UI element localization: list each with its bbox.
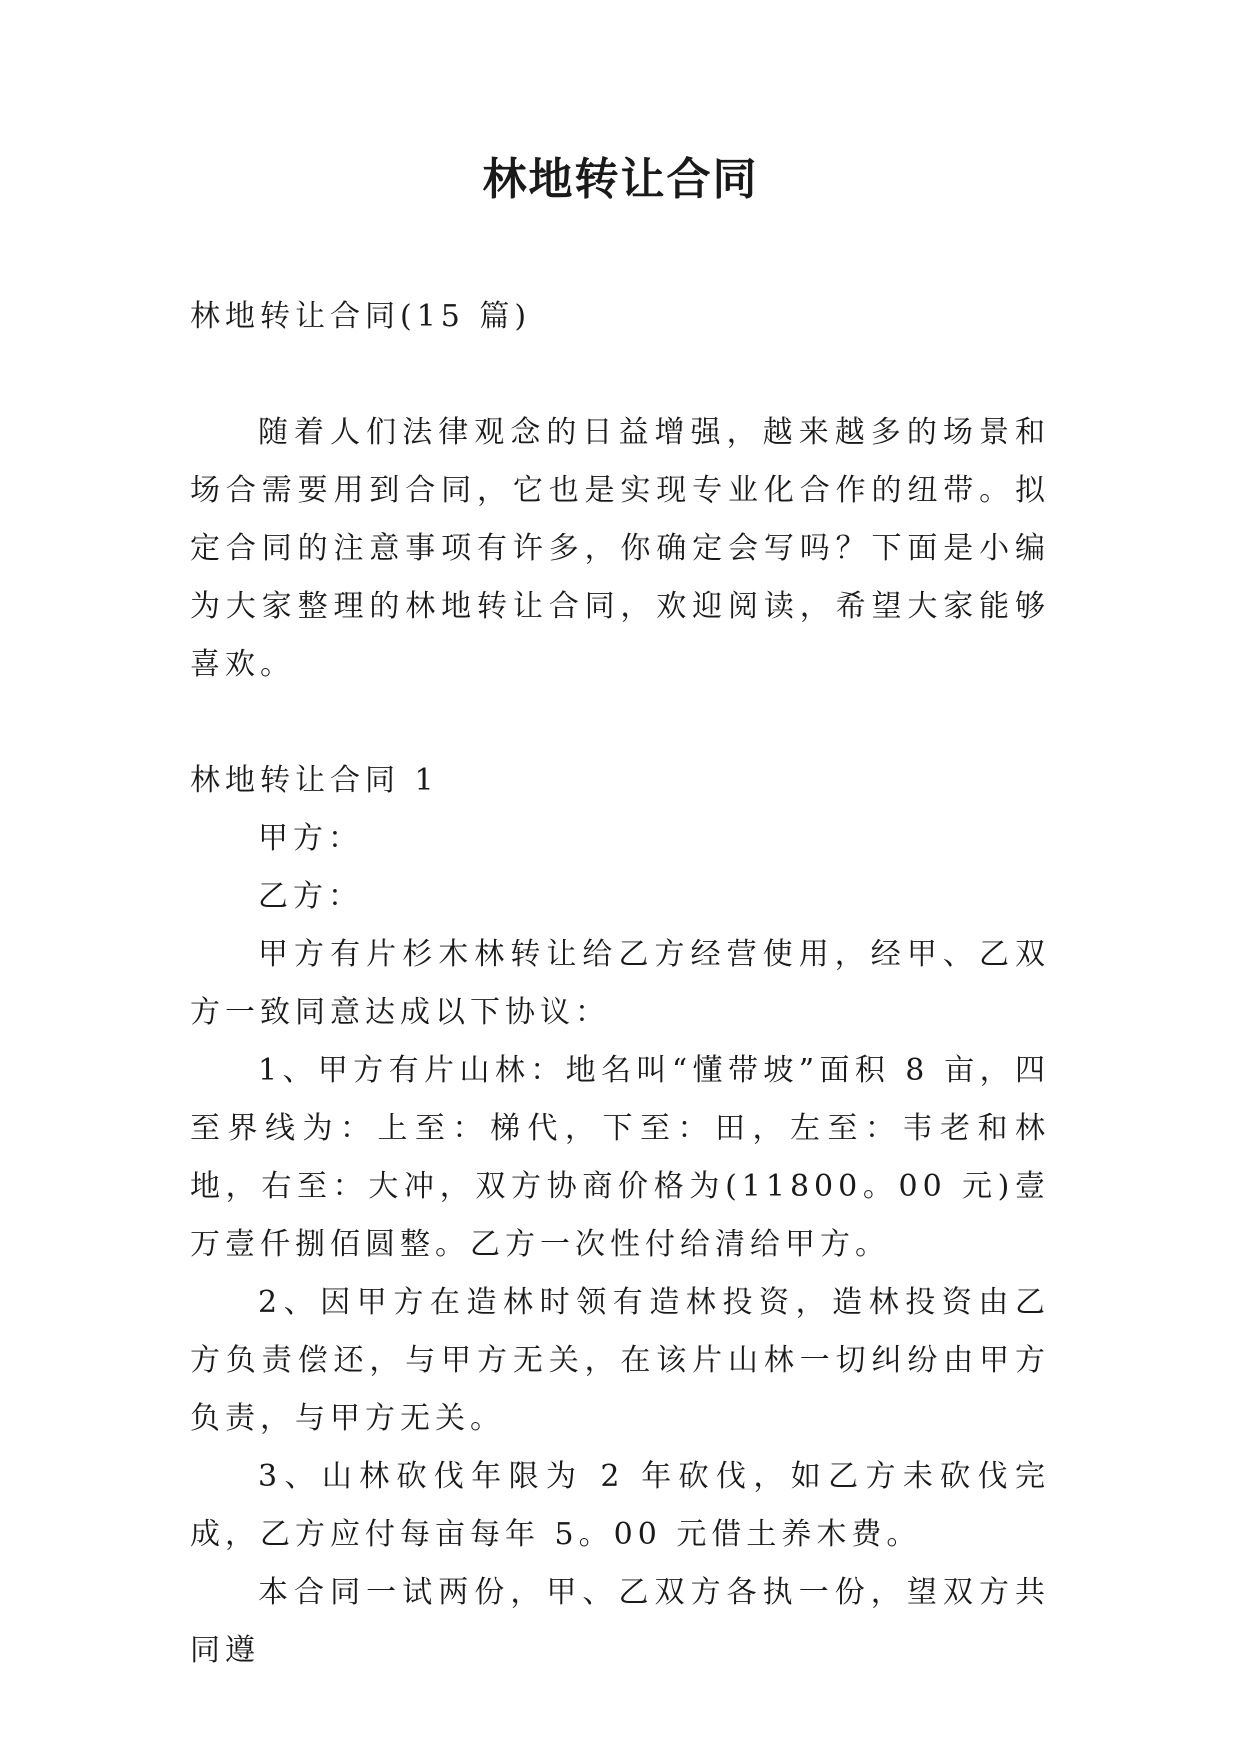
section-heading: 林地转让合同 1 bbox=[190, 763, 439, 798]
document-body bbox=[190, 288, 1050, 1680]
intro-paragraph: 随着人们法律观念的日益增强，越来越多的场景和场合需要用到合同，它也是实现专业化合作的纽带。拟定合同的注意事项有许多，你确定会写吗？下面是小编为大家整理的林地转让合同，欢迎阅读，希望大家能够喜欢。 bbox=[190, 415, 1050, 682]
party-a-line: 甲方： bbox=[258, 821, 363, 856]
clause-2: 2、因甲方在造林时领有造林投资，造林投资由乙方负责偿还，与甲方无关，在该片山林一切纠纷由甲方负责，与甲方无关。 bbox=[190, 1285, 1050, 1436]
clause-3: 3、山林砍伐年限为 2 年砍伐，如乙方未砍伐完成，乙方应付每亩每年 5。00 元借土养木费。 bbox=[190, 1459, 1050, 1552]
preamble-paragraph: 甲方有片杉木林转让给乙方经营使用，经甲、乙双方一致同意达成以下协议： bbox=[190, 937, 1050, 1030]
clause-1: 1、甲方有片山林：地名叫“懂带坡”面积 8 亩，四至界线为：上至：梯代，下至：田，左至：韦老和林地，右至：大冲，双方协商价格为(11800。00 元)壹万壹仟捌佰圆整。乙方一次性付给清给甲方。 bbox=[190, 1053, 1050, 1262]
document-subtitle: 林地转让合同(15 篇) bbox=[190, 299, 532, 334]
closing-paragraph: 本合同一试两份，甲、乙双方各执一份，望双方共同遵 bbox=[190, 1575, 1050, 1668]
party-b-line: 乙方： bbox=[258, 879, 363, 914]
document-title: 林地转让合同 bbox=[482, 154, 759, 205]
